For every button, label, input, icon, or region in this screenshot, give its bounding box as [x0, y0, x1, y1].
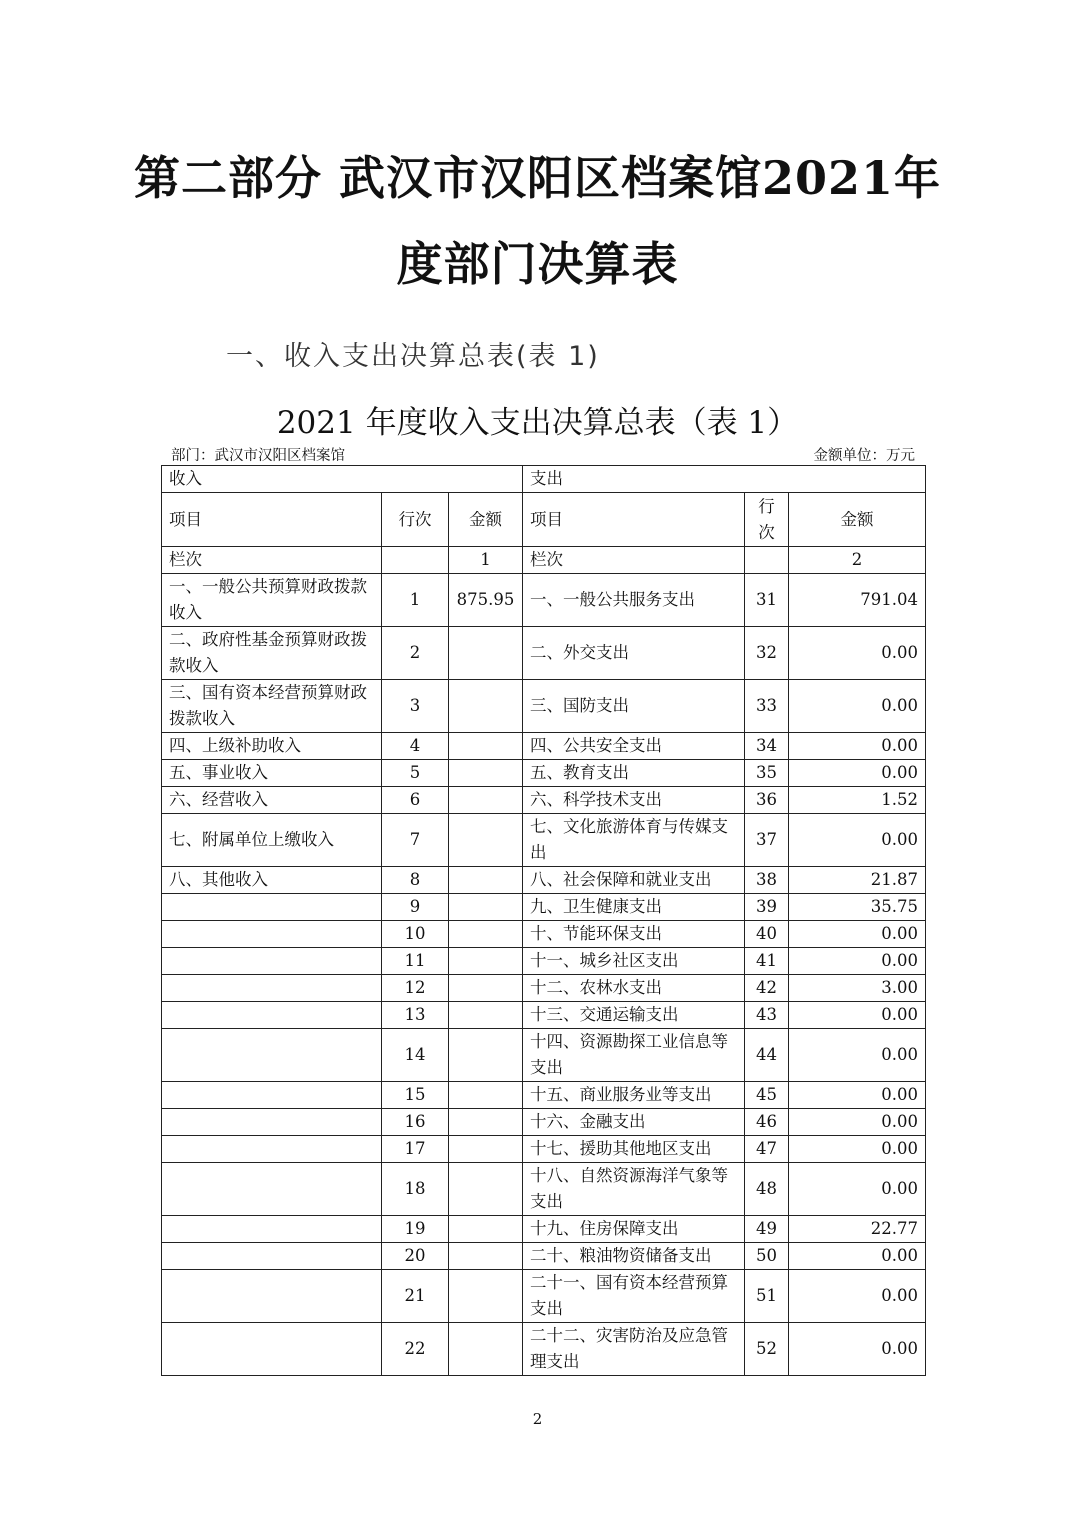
income-item-cell: 八、其他收入 [162, 867, 382, 894]
expense-row-number-cell: 35 [745, 760, 789, 787]
section-header-row [162, 466, 926, 493]
table-row [162, 627, 926, 680]
table-row [162, 574, 926, 627]
expense-row-number-cell: 43 [745, 1002, 789, 1029]
income-row-number-cell: 7 [382, 814, 449, 867]
expense-row-number-cell: 41 [745, 948, 789, 975]
income-amount-cell [449, 1002, 523, 1029]
expense-row-number-cell: 49 [745, 1216, 789, 1243]
unit-label: 金额单位：万元 [813, 448, 915, 464]
expense-row-number-cell: 47 [745, 1136, 789, 1163]
expense-item-cell: 十、节能环保支出 [523, 921, 745, 948]
income-row-number-cell: 13 [382, 1002, 449, 1029]
expense-amount-cell: 0.00 [789, 733, 926, 760]
income-amount-cell [449, 1109, 523, 1136]
expense-amount-cell: 0.00 [789, 814, 926, 867]
department-label: 部门：武汉市汉阳区档案馆 [171, 448, 345, 464]
income-amount-cell [449, 680, 523, 733]
income-item-cell [162, 1109, 382, 1136]
income-item-cell [162, 948, 382, 975]
income-amount-cell [449, 1029, 523, 1082]
table-row [162, 1109, 926, 1136]
expense-row-number-cell: 51 [745, 1270, 789, 1323]
expense-row-number-cell: 52 [745, 1323, 789, 1376]
income-expense-table [161, 465, 926, 1376]
income-amount-cell [449, 760, 523, 787]
expense-amount-cell: 35.75 [789, 894, 926, 921]
expense-header: 支出 [523, 466, 926, 493]
income-row-number-cell: 4 [382, 733, 449, 760]
section-heading: 一、收入支出决算总表(表 1) [226, 341, 600, 372]
expense-item-cell: 一、一般公共服务支出 [523, 574, 745, 627]
expense-item-cell: 十五、商业服务业等支出 [523, 1082, 745, 1109]
expense-amount-cell: 0.00 [789, 1270, 926, 1323]
col-row-income: 行次 [382, 493, 449, 547]
table-row [162, 760, 926, 787]
expense-row-number-cell: 37 [745, 814, 789, 867]
income-row-number-cell: 16 [382, 1109, 449, 1136]
income-item-cell: 五、事业收入 [162, 760, 382, 787]
expense-item-cell: 五、教育支出 [523, 760, 745, 787]
page-number: 2 [532, 1410, 543, 1428]
lanci-income-value: 1 [449, 547, 523, 574]
table-row [162, 921, 926, 948]
expense-amount-cell: 0.00 [789, 680, 926, 733]
table-row [162, 787, 926, 814]
expense-item-cell: 十一、城乡社区支出 [523, 948, 745, 975]
expense-row-number-cell: 39 [745, 894, 789, 921]
expense-amount-cell: 3.00 [789, 975, 926, 1002]
income-amount-cell [449, 787, 523, 814]
income-item-cell [162, 1002, 382, 1029]
expense-item-cell: 四、公共安全支出 [523, 733, 745, 760]
table-row [162, 1163, 926, 1216]
income-row-number-cell: 19 [382, 1216, 449, 1243]
income-row-number-cell: 15 [382, 1082, 449, 1109]
expense-item-cell: 十七、援助其他地区支出 [523, 1136, 745, 1163]
income-amount-cell [449, 733, 523, 760]
income-item-cell [162, 1243, 382, 1270]
expense-amount-cell: 0.00 [789, 948, 926, 975]
col-item-expense: 项目 [523, 493, 745, 547]
income-row-number-cell: 3 [382, 680, 449, 733]
income-row-number-cell: 2 [382, 627, 449, 680]
income-row-number-cell: 12 [382, 975, 449, 1002]
expense-item-cell: 六、科学技术支出 [523, 787, 745, 814]
income-amount-cell [449, 814, 523, 867]
expense-amount-cell: 0.00 [789, 1243, 926, 1270]
table-row [162, 894, 926, 921]
income-item-cell [162, 1082, 382, 1109]
income-item-cell [162, 1270, 382, 1323]
expense-row-number-cell: 46 [745, 1109, 789, 1136]
income-amount-cell [449, 1163, 523, 1216]
col-amount-expense: 金额 [789, 493, 926, 547]
expense-row-number-cell: 34 [745, 733, 789, 760]
expense-row-number-cell: 32 [745, 627, 789, 680]
table-row [162, 680, 926, 733]
expense-item-cell: 十四、资源勘探工业信息等支出 [523, 1029, 745, 1082]
table-row [162, 733, 926, 760]
expense-amount-cell: 0.00 [789, 921, 926, 948]
expense-item-cell: 十二、农林水支出 [523, 975, 745, 1002]
expense-row-number-cell: 50 [745, 1243, 789, 1270]
income-row-number-cell: 8 [382, 867, 449, 894]
expense-item-cell: 七、文化旅游体育与传媒支出 [523, 814, 745, 867]
income-amount-cell [449, 948, 523, 975]
income-amount-cell [449, 975, 523, 1002]
table-row [162, 1082, 926, 1109]
lanci-expense-value: 2 [789, 547, 926, 574]
table-row [162, 1136, 926, 1163]
document-title-line-2: 度部门决算表 [396, 237, 679, 291]
table-row [162, 814, 926, 867]
income-item-cell [162, 1323, 382, 1376]
expense-row-number-cell: 40 [745, 921, 789, 948]
income-amount-cell [449, 921, 523, 948]
income-row-number-cell: 21 [382, 1270, 449, 1323]
expense-row-number-cell: 31 [745, 574, 789, 627]
income-item-cell [162, 1163, 382, 1216]
expense-amount-cell: 0.00 [789, 1029, 926, 1082]
column-header-row [162, 493, 926, 547]
expense-item-cell: 十九、住房保障支出 [523, 1216, 745, 1243]
income-row-number-cell: 10 [382, 921, 449, 948]
table-row [162, 1323, 926, 1376]
expense-amount-cell: 791.04 [789, 574, 926, 627]
table-row [162, 948, 926, 975]
expense-item-cell: 三、国防支出 [523, 680, 745, 733]
income-amount-cell [449, 627, 523, 680]
income-row-number-cell: 22 [382, 1323, 449, 1376]
expense-item-cell: 十三、交通运输支出 [523, 1002, 745, 1029]
table-row [162, 975, 926, 1002]
lanci-label-income: 栏次 [162, 547, 382, 574]
expense-row-number-cell: 38 [745, 867, 789, 894]
income-amount-cell [449, 1082, 523, 1109]
income-amount-cell [449, 1323, 523, 1376]
expense-row-number-cell: 45 [745, 1082, 789, 1109]
lanci-label-expense: 栏次 [523, 547, 745, 574]
income-amount-cell [449, 867, 523, 894]
col-row-expense: 行次 [745, 493, 789, 547]
income-item-cell: 四、上级补助收入 [162, 733, 382, 760]
income-row-number-cell: 17 [382, 1136, 449, 1163]
expense-amount-cell: 21.87 [789, 867, 926, 894]
expense-amount-cell: 0.00 [789, 1136, 926, 1163]
expense-amount-cell: 0.00 [789, 760, 926, 787]
income-amount-cell [449, 1270, 523, 1323]
income-item-cell: 三、国有资本经营预算财政拨款收入 [162, 680, 382, 733]
income-header: 收入 [162, 466, 523, 493]
document-title-line-1: 第二部分 武汉市汉阳区档案馆2021年 [133, 151, 942, 205]
col-item-income: 项目 [162, 493, 382, 547]
expense-item-cell: 二十一、国有资本经营预算支出 [523, 1270, 745, 1323]
table-title: 2021 年度收入支出决算总表（表 1） [276, 405, 799, 441]
income-row-number-cell: 6 [382, 787, 449, 814]
income-item-cell [162, 1216, 382, 1243]
expense-row-number-cell: 33 [745, 680, 789, 733]
income-item-cell: 二、政府性基金预算财政拨款收入 [162, 627, 382, 680]
expense-item-cell: 二、外交支出 [523, 627, 745, 680]
expense-row-number-cell: 44 [745, 1029, 789, 1082]
expense-item-cell: 二十二、灾害防治及应急管理支出 [523, 1323, 745, 1376]
income-amount-cell [449, 894, 523, 921]
income-item-cell: 七、附属单位上缴收入 [162, 814, 382, 867]
income-amount-cell [449, 1216, 523, 1243]
income-item-cell [162, 1136, 382, 1163]
income-item-cell [162, 894, 382, 921]
table-row [162, 867, 926, 894]
income-item-cell [162, 1029, 382, 1082]
expense-item-cell: 十八、自然资源海洋气象等支出 [523, 1163, 745, 1216]
expense-amount-cell: 0.00 [789, 1082, 926, 1109]
expense-item-cell: 九、卫生健康支出 [523, 894, 745, 921]
income-amount-cell: 875.95 [449, 574, 523, 627]
table-row [162, 1029, 926, 1082]
expense-amount-cell: 0.00 [789, 627, 926, 680]
income-amount-cell [449, 1136, 523, 1163]
income-item-cell [162, 921, 382, 948]
lanci-row [162, 547, 926, 574]
table-row [162, 1243, 926, 1270]
income-row-number-cell: 14 [382, 1029, 449, 1082]
table-row [162, 1002, 926, 1029]
income-row-number-cell: 5 [382, 760, 449, 787]
income-item-cell [162, 975, 382, 1002]
expense-amount-cell: 0.00 [789, 1163, 926, 1216]
income-item-cell: 一、一般公共预算财政拨款收入 [162, 574, 382, 627]
expense-row-number-cell: 42 [745, 975, 789, 1002]
expense-item-cell: 八、社会保障和就业支出 [523, 867, 745, 894]
income-row-number-cell: 18 [382, 1163, 449, 1216]
income-amount-cell [449, 1243, 523, 1270]
expense-amount-cell: 22.77 [789, 1216, 926, 1243]
income-row-number-cell: 11 [382, 948, 449, 975]
expense-row-number-cell: 36 [745, 787, 789, 814]
expense-amount-cell: 0.00 [789, 1323, 926, 1376]
expense-item-cell: 十六、金融支出 [523, 1109, 745, 1136]
expense-amount-cell: 0.00 [789, 1109, 926, 1136]
income-row-number-cell: 1 [382, 574, 449, 627]
table-row [162, 1216, 926, 1243]
income-item-cell: 六、经营收入 [162, 787, 382, 814]
income-row-number-cell: 20 [382, 1243, 449, 1270]
expense-amount-cell: 0.00 [789, 1002, 926, 1029]
expense-item-cell: 二十、粮油物资储备支出 [523, 1243, 745, 1270]
col-amount-income: 金额 [449, 493, 523, 547]
income-row-number-cell: 9 [382, 894, 449, 921]
table-row [162, 1270, 926, 1323]
expense-row-number-cell: 48 [745, 1163, 789, 1216]
expense-amount-cell: 1.52 [789, 787, 926, 814]
